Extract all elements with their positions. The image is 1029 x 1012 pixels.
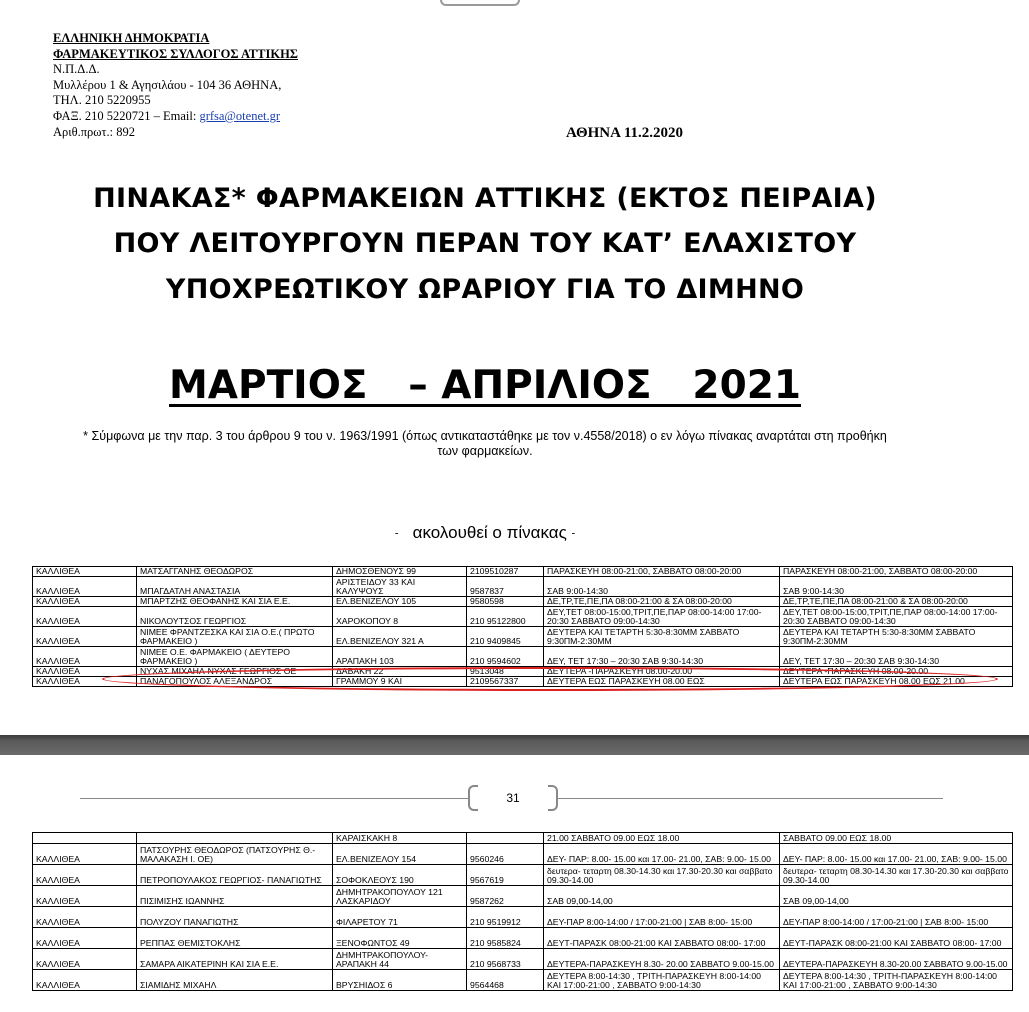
phone-cell: 2109510287 <box>467 567 544 577</box>
hours-april-cell: ΔΕΥΤΕΡΑ -ΠΑΡΑΣΚΕΥΗ 08.00-20.00 <box>780 667 1013 677</box>
pharmacy-name-cell: ΠΕΤΡΟΠΟΥΛΑΚΟΣ ΓΕΩΡΓΙΟΣ- ΠΑΝΑΓΙΩΤΗΣ <box>137 865 333 886</box>
title-line-2: ΠΟΥ ΛΕΙΤΟΥΡΓΟΥΝ ΠΕΡΑΝ ΤΟΥ ΚΑΤ’ ΕΛΑΧΙΣΤΟΥ <box>113 228 857 259</box>
page-separator <box>0 735 1029 755</box>
hours-march-cell: ΔΕΥΤΕΡΑ ΕΩΣ ΠΑΡΑΣΚΕΥΗ 08.00 ΕΩΣ <box>544 677 780 687</box>
page-number-bracket-left <box>468 785 478 811</box>
dash-left: - <box>394 527 399 540</box>
table-row <box>33 970 1013 991</box>
table-row <box>33 928 1013 949</box>
area-cell: ΚΑΛΛΙΘΕΑ <box>33 607 137 627</box>
hours-march-cell: ΔΕΥΤΕΡΑ -ΠΑΡΑΣΚΕΥΗ 08.00-20.00 <box>544 667 780 677</box>
table-row <box>33 886 1013 907</box>
area-cell: ΚΑΛΛΙΘΕΑ <box>33 677 137 687</box>
address-cell: ΧΑΡΟΚΟΠΟΥ 8 <box>333 607 467 627</box>
pharmacy-name-cell: ΝΙΚΟΛΟΥΤΣΟΣ ΓΕΩΡΓΙΟΣ <box>137 607 333 627</box>
table-row <box>33 597 1013 607</box>
phone-cell: 9580598 <box>467 597 544 607</box>
org-name-line2: ΦΑΡΜΑΚΕΥΤΙΚΟΣ ΣΥΛΛΟΓΟΣ ΑΤΤΙΚΗΣ <box>53 46 298 61</box>
hours-april-cell: ΔΕΥΤ-ΠΑΡΑΣΚ 08:00-21:00 ΚΑΙ ΣΑΒΒΑΤΟ 08:00- 17:00 <box>780 928 1013 949</box>
table-row <box>33 647 1013 667</box>
phone-cell: 210 9519912 <box>467 907 544 928</box>
hours-march-cell: ΔΕΥΤΕΡΑ ΚΑΙ ΤΕΤΑΡΤΗ 5:30-8:30ΜΜ ΣΑΒΒΑΤΟ 9:30ΠΜ-2:30ΜΜ <box>544 627 780 647</box>
page-number-bracket-right <box>548 785 558 811</box>
hours-march-cell: ΔΕΥΤ-ΠΑΡΑΣΚ 08:00-21:00 ΚΑΙ ΣΑΒΒΑΤΟ 08:00- 17:00 <box>544 928 780 949</box>
address-cell: ΕΛ.ΒΕΝΙΖΕΛΟΥ 105 <box>333 597 467 607</box>
pharmacy-name-cell <box>137 833 333 844</box>
hours-march-cell: ΔΕ,ΤΡ,ΤΕ,ΠΕ,ΠΑ 08:00-21:00 & ΣΑ 08:00-20:00 <box>544 597 780 607</box>
phone-cell: 210 95122800 <box>467 607 544 627</box>
org-fax-email <box>53 109 298 125</box>
org-name-line1: ΕΛΛΗΝΙΚΗ ΔΗΜΟΚΡΑΤΙΑ <box>53 31 210 45</box>
pharmacy-name-cell: ΠΙΣΙΜΙΣΗΣ ΙΩΑΝΝΗΣ <box>137 886 333 907</box>
area-cell: ΚΑΛΛΙΘΕΑ <box>33 844 137 865</box>
phone-cell: 9564468 <box>467 970 544 991</box>
address-cell: ΑΡΙΣΤΕΙΔΟΥ 33 ΚΑΙ ΚΑΛΥΨΟΥΣ <box>333 577 467 597</box>
hours-april-cell: δευτερα- τεταρτη 08.30-14.30 και 17.30-20.30 και σαββατο 09.30-14.00 <box>780 865 1013 886</box>
document-date: ΑΘΗΝΑ 11.2.2020 <box>566 125 684 141</box>
phone-cell: 9513048 <box>467 667 544 677</box>
phone-cell: 9567619 <box>467 865 544 886</box>
hours-april-cell: ΣΑΒΒΑΤΟ 09.00 ΕΩΣ 18.00 <box>780 833 1013 844</box>
page-number: 31 <box>506 791 520 805</box>
phone-cell <box>467 833 544 844</box>
area-cell <box>33 833 137 844</box>
table-row <box>33 627 1013 647</box>
hours-march-cell: ΔΕΥΤΕΡΑ-ΠΑΡΑΣΚΕΥΗ 8.30- 20.00 ΣΑΒΒΑΤΟ 9.00-15.00 <box>544 949 780 970</box>
hours-march-cell: δευτερα- τεταρτη 08.30-14.30 και 17.30-20.30 και σαββατο 09.30-14.00 <box>544 865 780 886</box>
address-cell: ΒΡΥΣΗΙΔΟΣ 6 <box>333 970 467 991</box>
area-cell: ΚΑΛΛΙΘΕΑ <box>33 627 137 647</box>
pharmacy-name-cell: ΠΑΤΣΟΥΡΗΣ ΘΕΟΔΩΡΟΣ (ΠΑΤΣΟΥΡΗΣ Θ.-ΜΑΛΑΚΑΣΗ Ι. ΟΕ) <box>137 844 333 865</box>
phone-cell: 9587262 <box>467 886 544 907</box>
pharmacy-name-cell: ΝΙΜΕΕ Ο.Ε. ΦΑΡΜΑΚΕΙΟ ( ΔΕΥΤΕΡΟ ΦΑΡΜΑΚΕΙΟ ) <box>137 647 333 667</box>
area-cell: ΚΑΛΛΙΘΕΑ <box>33 970 137 991</box>
letterhead <box>53 31 298 140</box>
hours-april-cell: ΔΕΥΤΕΡΑ 8:00-14:30 , ΤΡΙΤΗ-ΠΑΡΑΣΚΕΥΗ 8:00-14:00 ΚΑΙ 17:00-21:00 , ΣΑΒΒΑΤΟ 9:00-14:30 <box>780 970 1013 991</box>
phone-cell: 210 9585824 <box>467 928 544 949</box>
table-row <box>33 567 1013 577</box>
legal-note: * Σύμφωνα με την παρ. 3 του άρθρου 9 του ν. 1963/1991 (όπως αντικαταστάθηκε με τον ν.4558/2018) ο εν λόγω πίνακας αναρτάται στη προθήκη των φαρμακείων. <box>83 429 887 458</box>
pharmacy-name-cell: ΜΠΑΡΤΖΗΣ ΘΕΟΦΑΝΗΣ ΚΑΙ ΣΙΑ Ε.Ε. <box>137 597 333 607</box>
hours-april-cell: ΣΑΒ 9:00-14:30 <box>780 577 1013 597</box>
pharmacy-name-cell: ΝΙΜΕΕ ΦΡΑΝΤΖΕΣΚΑ ΚΑΙ ΣΙΑ Ο.Ε.( ΠΡΩΤΟ ΦΑΡΜΑΚΕΙΟ ) <box>137 627 333 647</box>
email-link[interactable]: grfsa@otenet.gr <box>199 108 281 123</box>
follows-caption <box>0 523 970 543</box>
hours-march-cell: ΣΑΒ 09,00-14,00 <box>544 886 780 907</box>
period-heading <box>0 363 970 408</box>
hours-april-cell: ΠΑΡΑΣΚΕΥΗ 08:00-21:00, ΣΑΒΒΑΤΟ 08:00-20:00 <box>780 567 1013 577</box>
hours-april-cell: ΔΕΥΤΕΡΑ ΕΩΣ ΠΑΡΑΣΚΕΥΗ 08.00 ΕΩΣ 21.00 <box>780 677 1013 687</box>
title-line-3: ΥΠΟΧΡΕΩΤΙΚΟΥ ΩΡΑΡΙΟΥ ΓΙΑ ΤΟ ΔΙΜΗΝΟ <box>165 274 805 305</box>
table-row <box>33 844 1013 865</box>
hours-march-cell: 21.00 ΣΑΒΒΑΤΟ 09.00 ΕΩΣ 18.00 <box>544 833 780 844</box>
table-row <box>33 949 1013 970</box>
document-page-2 <box>0 755 1029 1012</box>
page-rule-right <box>558 798 943 799</box>
hours-march-cell: ΔΕΥ, ΤΕΤ 17:30 – 20:30 ΣΑΒ 9:30-14:30 <box>544 647 780 667</box>
title-line-1: ΠΙΝΑΚΑΣ* ΦΑΡΜΑΚΕΙΩΝ ΑΤΤΙΚΗΣ (ΕΚΤΟΣ ΠΕΙΡΑΙΑ) <box>93 183 877 214</box>
hours-march-cell: ΔΕΥ,ΤΕΤ 08:00-15:00,ΤΡΙΤ,ΠΕ,ΠΑΡ 08:00-14:00 17:00-20:30 ΣΑΒΒΑΤΟ 09:00-14:30 <box>544 607 780 627</box>
table-row <box>33 607 1013 627</box>
pharmacy-name-cell: ΡΕΠΠΑΣ ΘΕΜΙΣΤΟΚΛΗΣ <box>137 928 333 949</box>
page-rule-left <box>80 798 468 799</box>
address-cell: ΓΡΑΜΜΟΥ 9 ΚΑΙ <box>333 677 467 687</box>
address-cell: ΔΑΒΑΚΗ 22 <box>333 667 467 677</box>
pharmacy-name-cell: ΣΑΜΑΡΑ ΑΙΚΑΤΕΡΙΝΗ ΚΑΙ ΣΙΑ Ε.Ε. <box>137 949 333 970</box>
org-address: Μυλλέρου 1 & Αγησιλάου - 104 36 ΑΘΗΝΑ, <box>53 77 282 92</box>
area-cell: ΚΑΛΛΙΘΕΑ <box>33 886 137 907</box>
address-cell: ΞΕΝΟΦΩΝΤΟΣ 49 <box>333 928 467 949</box>
org-phone: ΤΗΛ. 210 5220955 <box>53 93 151 108</box>
hours-march-cell: ΔΕΥ-ΠΑΡ 8:00-14:00 / 17:00-21:00 | ΣΑΒ 8:00- 15:00 <box>544 907 780 928</box>
fax-text: ΦΑΞ. 210 5220721 – Email: <box>53 108 200 123</box>
address-cell: ΕΛ.ΒΕΝΙΖΕΛΟΥ 154 <box>333 844 467 865</box>
phone-cell: 9560246 <box>467 844 544 865</box>
area-cell: ΚΑΛΛΙΘΕΑ <box>33 667 137 677</box>
pharmacy-table-2 <box>32 832 1013 991</box>
pharmacy-name-cell: ΝΥΧΑΣ ΜΙΧΑΗΛ-ΝΥΧΑΣ ΓΕΩΡΓΙΟΣ ΟΕ <box>137 667 333 677</box>
protocol-number: Αριθ.πρωτ.: 892 <box>53 124 136 139</box>
org-type: Ν.Π.Δ.Δ. <box>53 62 100 77</box>
hours-march-cell: ΣΑΒ 9:00-14:30 <box>544 577 780 597</box>
hours-april-cell: ΔΕΥ- ΠΑΡ: 8.00- 15.00 και 17.00- 21.00, ΣΑΒ: 9.00- 15.00 <box>780 844 1013 865</box>
address-cell: ΔΗΜΗΤΡΑΚΟΠΟΥΛΟΥ- ΑΡΑΠΑΚΗ 44 <box>333 949 467 970</box>
phone-cell: 9587837 <box>467 577 544 597</box>
page-number-bracket-top <box>440 0 520 6</box>
phone-cell: 210 9594602 <box>467 647 544 667</box>
hours-march-cell: ΔΕΥΤΕΡΑ 8:00-14:30 , ΤΡΙΤΗ-ΠΑΡΑΣΚΕΥΗ 8:00-14:00 ΚΑΙ 17:00-21:00 , ΣΑΒΒΑΤΟ 9:00-14:30 <box>544 970 780 991</box>
table-row <box>33 833 1013 844</box>
area-cell: ΚΑΛΛΙΘΕΑ <box>33 567 137 577</box>
pharmacy-name-cell: ΠΑΝΑΓΟΠΟΥΛΟΣ ΑΛΕΞΑΝΔΡΟΣ <box>137 677 333 687</box>
pharmacy-name-cell: ΜΠΑΓΔΑΤΛΗ ΑΝΑΣΤΑΣΙΑ <box>137 577 333 597</box>
phone-cell: 210 9568733 <box>467 949 544 970</box>
table-row <box>33 907 1013 928</box>
hours-april-cell: ΔΕΥΤΕΡΑ ΚΑΙ ΤΕΤΑΡΤΗ 5:30-8:30ΜΜ ΣΑΒΒΑΤΟ 9:30ΠΜ-2:30ΜΜ <box>780 627 1013 647</box>
address-cell: ΣΟΦΟΚΛΕΟΥΣ 190 <box>333 865 467 886</box>
hours-april-cell: ΔΕΥ,ΤΕΤ 08:00-15:00,ΤΡΙΤ,ΠΕ,ΠΑΡ 08:00-14:00 17:00-20:30 ΣΑΒΒΑΤΟ 09:00-14:30 <box>780 607 1013 627</box>
address-cell: ΑΡΑΠΑΚΗ 103 <box>333 647 467 667</box>
table-row <box>33 865 1013 886</box>
hours-april-cell: ΔΕ,ΤΡ,ΤΕ,ΠΕ,ΠΑ 08:00-21:00 & ΣΑ 08:00-20:00 <box>780 597 1013 607</box>
hours-april-cell: ΔΕΥ-ΠΑΡ 8:00-14:00 / 17:00-21:00 | ΣΑΒ 8:00- 15:00 <box>780 907 1013 928</box>
address-cell: ΚΑΡΑΙΣΚΑΚΗ 8 <box>333 833 467 844</box>
hours-april-cell: ΣΑΒ 09,00-14,00 <box>780 886 1013 907</box>
table-row <box>33 577 1013 597</box>
follows-text: ακολουθεί ο πίνακας <box>412 523 567 542</box>
address-cell: ΦΙΛΑΡΕΤΟΥ 71 <box>333 907 467 928</box>
address-cell: ΔΗΜΗΤΡΑΚΟΠΟΥΛΟΥ 121 ΛΑΣΚΑΡΙΔΟΥ <box>333 886 467 907</box>
address-cell: ΕΛ.ΒΕΝΙΖΕΛΟΥ 321 Α <box>333 627 467 647</box>
phone-cell: 2109567337 <box>467 677 544 687</box>
area-cell: ΚΑΛΛΙΘΕΑ <box>33 907 137 928</box>
area-cell: ΚΑΛΛΙΘΕΑ <box>33 597 137 607</box>
hours-march-cell: ΠΑΡΑΣΚΕΥΗ 08:00-21:00, ΣΑΒΒΑΤΟ 08:00-20:00 <box>544 567 780 577</box>
pharmacy-name-cell: ΠΟΛΥΖΟΥ ΠΑΝΑΓΙΩΤΗΣ <box>137 907 333 928</box>
dash-right: - <box>571 527 576 540</box>
phone-cell: 210 9409845 <box>467 627 544 647</box>
hours-april-cell: ΔΕΥΤΕΡΑ-ΠΑΡΑΣΚΕΥΗ 8.30-20.00 ΣΑΒΒΑΤΟ 9.00-15.00 <box>780 949 1013 970</box>
area-cell: ΚΑΛΛΙΘΕΑ <box>33 865 137 886</box>
pharmacy-name-cell: ΜΑΤΣΑΓΓΑΝΗΣ ΘΕΟΔΩΡΟΣ <box>137 567 333 577</box>
address-cell: ΔΗΜΟΣΘΕΝΟΥΣ 99 <box>333 567 467 577</box>
pharmacy-name-cell: ΣΙΑΜΙΔΗΣ ΜΙΧΑΗΛ <box>137 970 333 991</box>
area-cell: ΚΑΛΛΙΘΕΑ <box>33 577 137 597</box>
hours-march-cell: ΔΕΥ- ΠΑΡ: 8.00- 15.00 και 17.00- 21.00, ΣΑΒ: 9.00- 15.00 <box>544 844 780 865</box>
area-cell: ΚΑΛΛΙΘΕΑ <box>33 949 137 970</box>
area-cell: ΚΑΛΛΙΘΕΑ <box>33 928 137 949</box>
period-text: ΜΑΡΤΙΟΣ – ΑΠΡΙΛΙΟΣ 2021 <box>169 363 801 408</box>
hours-april-cell: ΔΕΥ, ΤΕΤ 17:30 – 20:30 ΣΑΒ 9:30-14:30 <box>780 647 1013 667</box>
highlight-circle <box>102 667 998 691</box>
area-cell: ΚΑΛΛΙΘΕΑ <box>33 647 137 667</box>
